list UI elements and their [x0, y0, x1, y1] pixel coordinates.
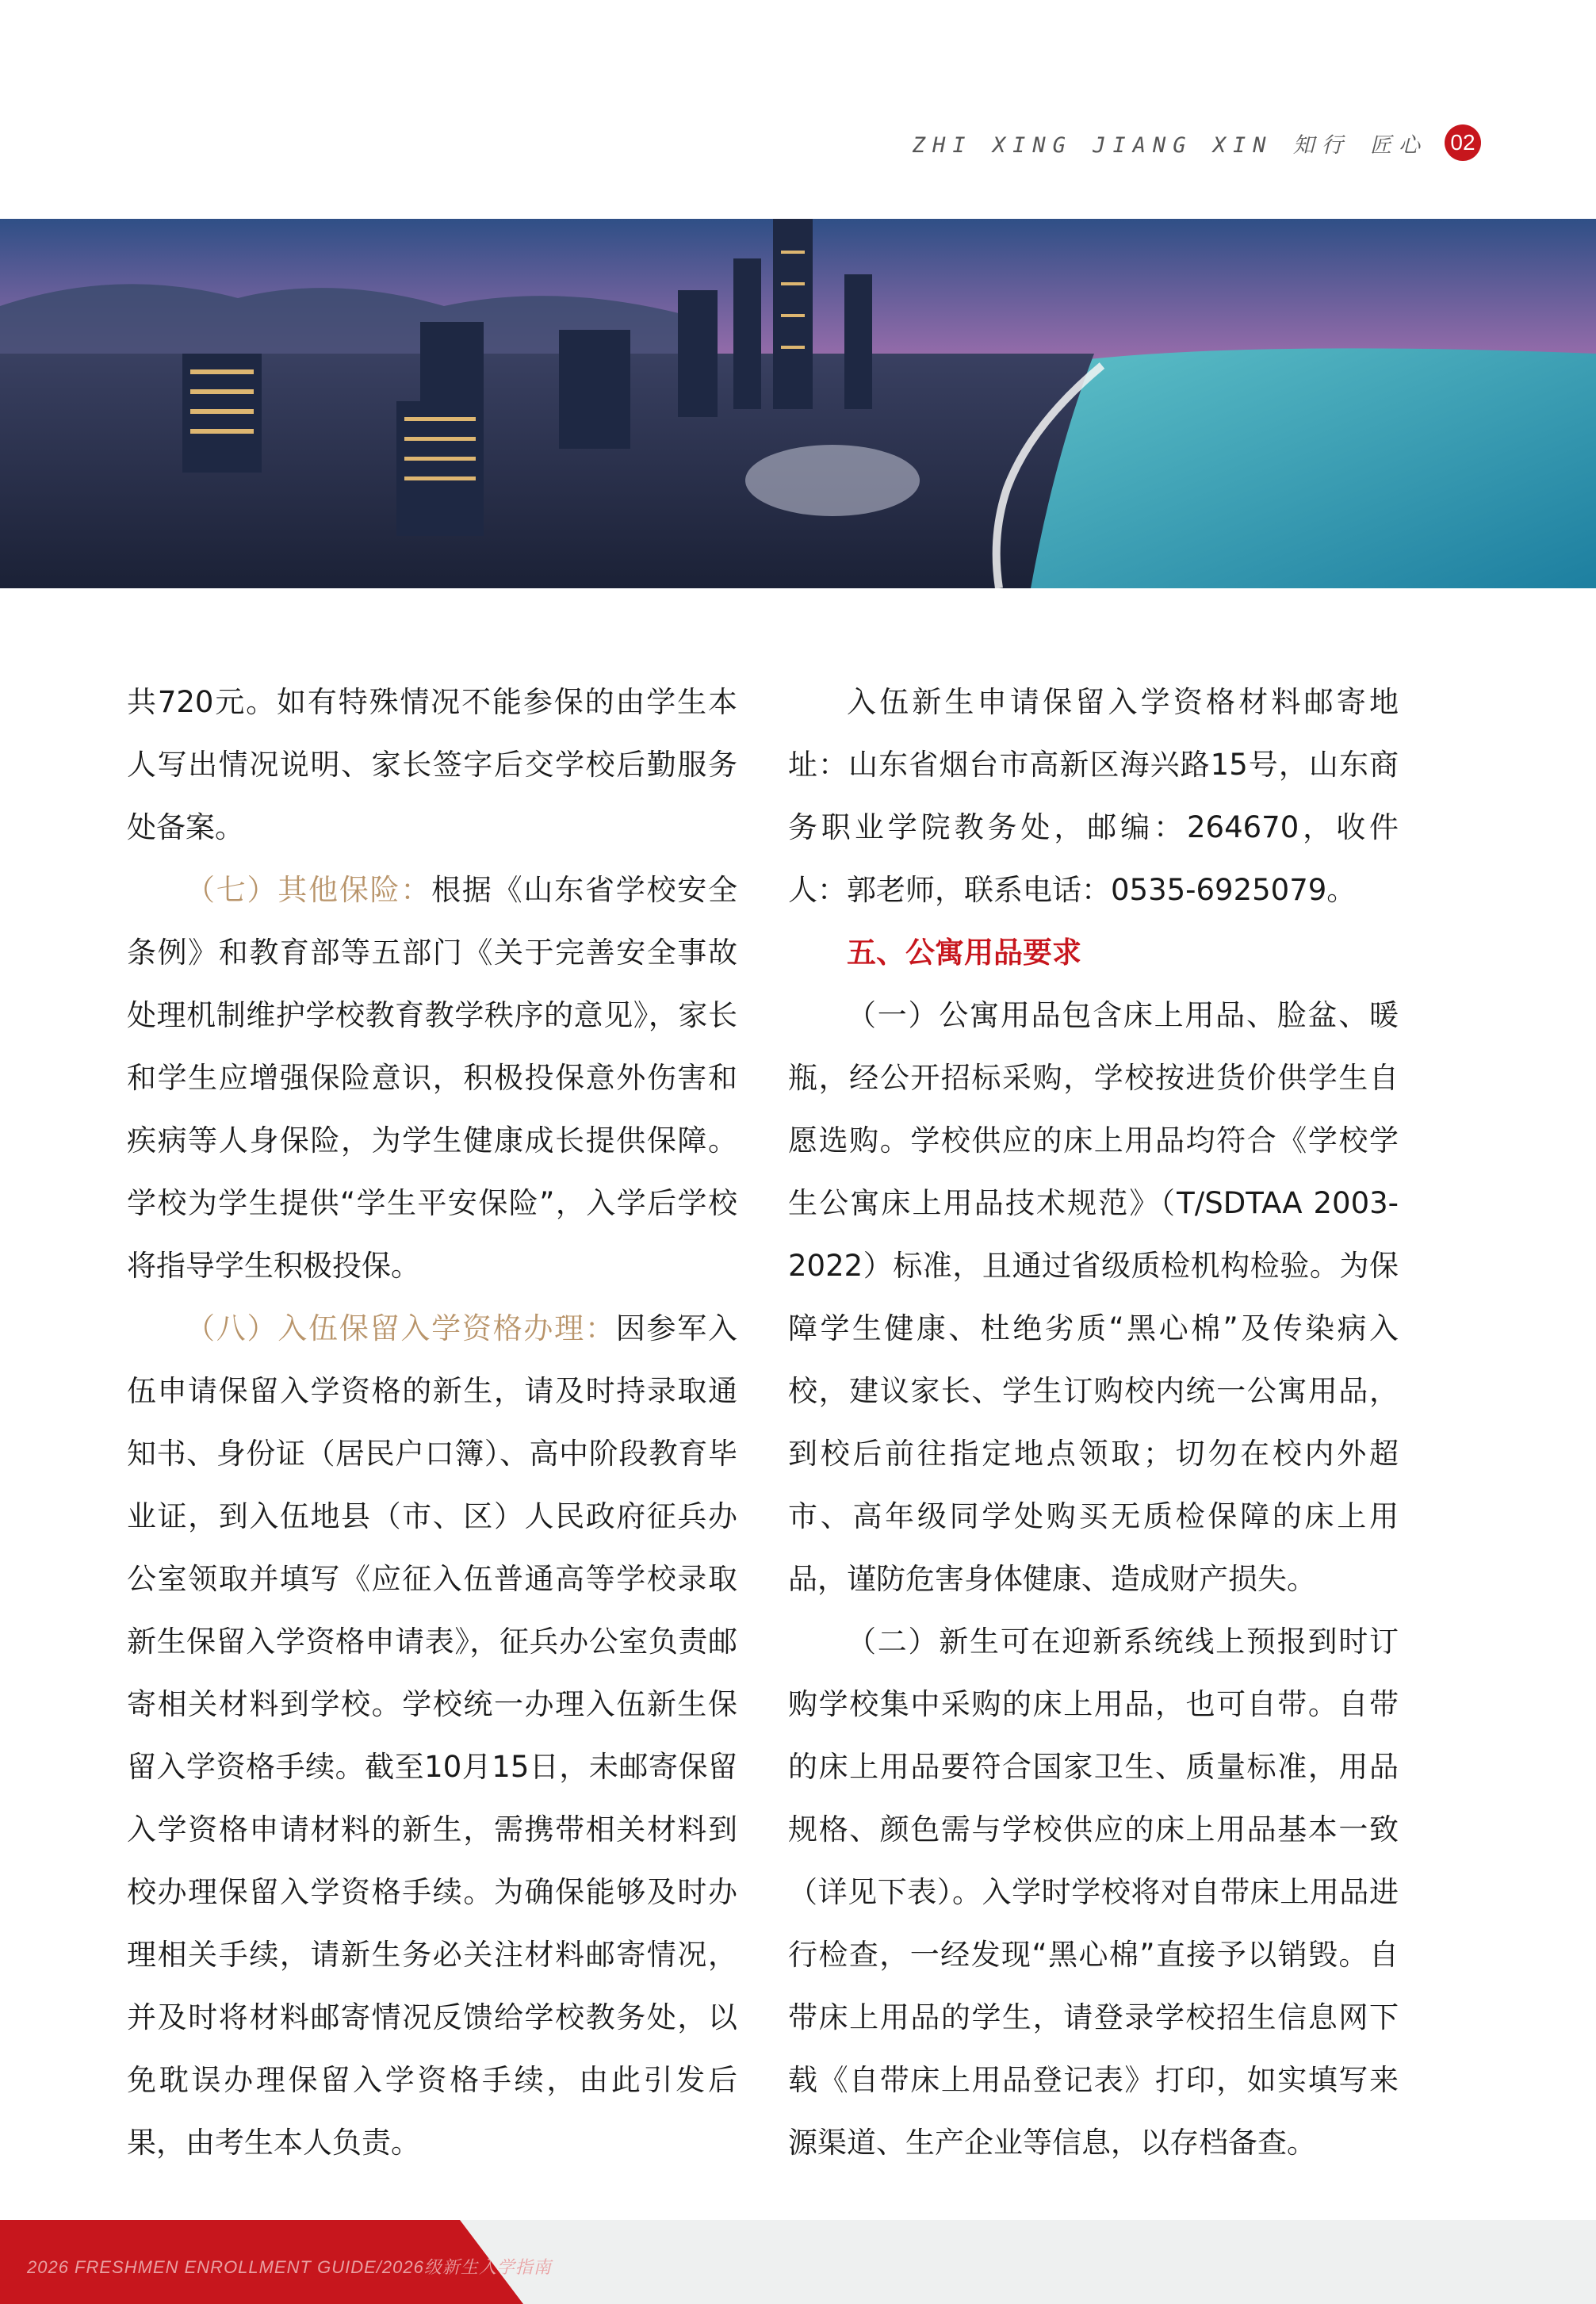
paragraph-insurance-fee: 共720元。如有特殊情况不能参保的由学生本人写出情况说明、家长签字后交学校后勤服务处备案。: [127, 685, 737, 844]
city-coastline-banner: [0, 219, 1596, 588]
section-lead: （八）入伍保留入学资格办理：: [186, 1311, 616, 1345]
section-lead: （七）其他保险：: [186, 873, 432, 907]
right-column: [788, 671, 1399, 2174]
page-header: [913, 119, 1481, 166]
section-body: 根据《山东省学校安全条例》和教育部等五部门《关于完善安全事故处理机制维护学校教育教学秩序的意见》，家长和学生应增强保险意识，积极投保意外伤害和疾病等人身保险，为学生健康成长提供保障。学校为学生提供“学生平安保险”，入学后学校将指导学生积极投保。: [127, 873, 738, 1283]
header-title: ZHI XING JIANG XIN 知行 匠心: [912, 132, 1427, 158]
paragraph-dorm-supplies: （一）公寓用品包含床上用品、脸盆、暖瓶，经公开招标采购，学校按进货价供学生自愿选购。学校供应的床上用品均符合《学校学生公寓床上用品技术规范》（T/SDTAA 2003-2022）标准，且通过省级质检机构检验。为保障学生健康、杜绝劣质“黑心棉”及传染病入校，建议家长、学生订购校内统一公寓用品，到校后前往指定地点领取；切勿在校内外超市、高年级同学处购买无质检保障的床上用品，谨防危害身体健康、造成财产损失。: [788, 998, 1399, 1596]
paragraph-own-bedding: （二）新生可在迎新系统线上预报到时订购学校集中采购的床上用品，也可自带。自带的床上用品要符合国家卫生、质量标准，用品规格、颜色需与学校供应的床上用品基本一致（详见下表）。入学时学校将对自带床上用品进行检查，一经发现“黑心棉”直接予以销毁。自带床上用品的学生，请登录学校招生信息网下载《自带床上用品登记表》打印，如实填写来源渠道、生产企业等信息，以存档备查。: [788, 1625, 1399, 2160]
paragraph-military-deferment: [127, 1297, 737, 2174]
paragraph-other-insurance: [127, 859, 737, 1297]
footer-grey-band: [446, 2220, 1596, 2304]
footer-text: 2026 FRESHMEN ENROLLMENT GUIDE/2026级新生入学指南: [27, 2257, 552, 2277]
section-body: 因参军入伍申请保留入学资格的新生，请及时持录取通知书、身份证（居民户口簿）、高中阶段教育毕业证，到入伍地县（市、区）人民政府征兵办公室领取并填写《应征入伍普通高等学校录取新生保留入学资格申请表》，征兵办公室负责邮寄相关材料到学校。学校统一办理入伍新生保留入学资格手续。截至10月15日，未邮寄保留入学资格申请材料的新生，需携带相关材料到校办理保留入学资格手续。为确保能够及时办理相关手续，请新生务必关注材料邮寄情况，并及时将材料邮寄情况反馈给学校教务处，以免耽误办理保留入学资格手续，由此引发后果，由考生本人负责。: [127, 1311, 738, 2160]
city-coastline-photo: [0, 219, 1596, 588]
page-footer: [0, 2220, 1596, 2304]
section-heading: 五、公寓用品要求: [847, 936, 1081, 970]
page-number-badge: 02: [1445, 124, 1481, 161]
left-column: [127, 671, 737, 2174]
paragraph-mailing-address: 入伍新生申请保留入学资格材料邮寄地址：山东省烟台市高新区海兴路15号，山东商务职业学院教务处，邮编：264670，收件人：郭老师，联系电话：0535-6925079。: [788, 685, 1399, 907]
